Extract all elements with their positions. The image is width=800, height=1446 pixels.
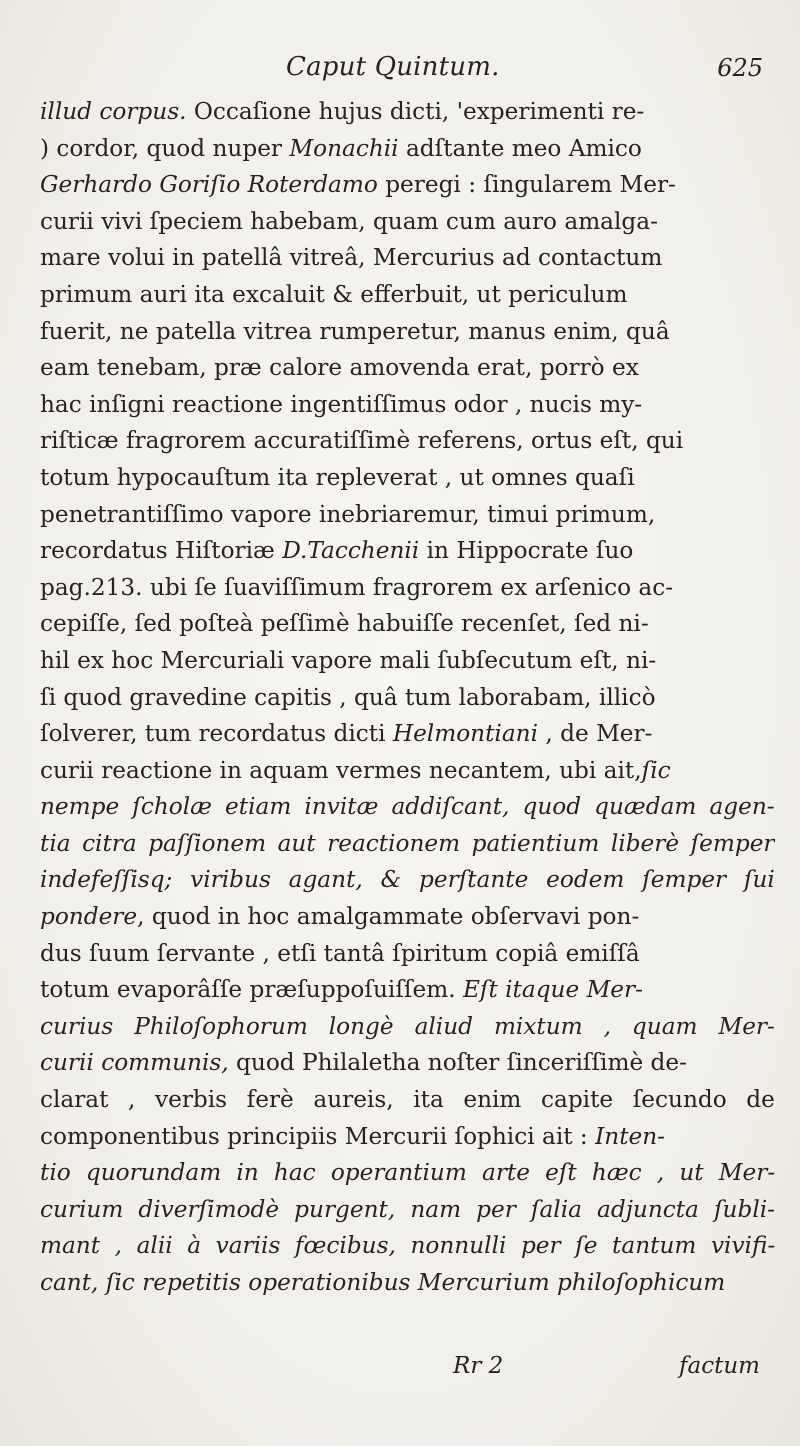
text-segment: cepiſſe, ſed poſteà peſſimè habuiſſe recenſet, ſed ni- [40, 610, 649, 638]
text-line [40, 606, 775, 643]
text-line [40, 94, 775, 131]
italic-text-segment: nempe ſcholæ etiam invitæ addiſcant, quod quædam agen- [40, 793, 775, 821]
body-text [40, 94, 775, 1302]
text-line [40, 570, 775, 607]
text-line [40, 1082, 775, 1119]
italic-text-segment: curius Philoſophorum longè aliud mixtum , quam Mer- [40, 1012, 775, 1040]
text-line [40, 240, 775, 277]
text-segment: , quod in hoc amalgammate obſervavi pon- [137, 903, 640, 931]
italic-text-segment: illud corpus. [40, 98, 187, 125]
italic-text-segment: Gerhardo Goriſio Roterdamo [40, 171, 378, 199]
text-segment: curii reactione in aquam vermes necantem, ubi ait, [40, 756, 642, 784]
text-segment: adſtante meo Amico [398, 134, 642, 162]
text-line [40, 753, 775, 790]
italic-text-segment: mant , alii à variis fœcibus, nonnulli per ſe tantum vivifi- [40, 1232, 775, 1260]
page-number: 625 [717, 54, 763, 82]
text-line [40, 643, 775, 680]
italic-text-segment: cant, ſic repetitis operationibus Mercurium philoſophicum [40, 1269, 726, 1296]
text-line [40, 204, 775, 241]
text-line [40, 862, 775, 899]
text-segment: pag.213. ubi ſe ſuaviſſimum fragrorem ex arſenico ac- [40, 573, 674, 601]
italic-text-segment: tia citra paſſionem aut reactionem patientium liberè ſemper [40, 829, 775, 857]
italic-text-segment: Monachii [289, 134, 399, 162]
text-line [40, 1119, 775, 1156]
text-line [40, 1228, 775, 1265]
text-line [40, 423, 775, 460]
text-segment: clarat , verbis ferè aureis, ita enim capite ſecundo de [40, 1086, 775, 1114]
catchword: factum [679, 1353, 760, 1379]
text-line [40, 460, 775, 497]
text-line [40, 497, 775, 534]
text-segment: hac inſigni reactione ingentiſſimus odor , nucis my- [40, 390, 643, 418]
text-line [40, 1192, 775, 1229]
text-line [40, 350, 775, 387]
text-segment: primum auri ita excaluit & efferbuit, ut periculum [40, 280, 628, 308]
text-line [40, 936, 775, 973]
text-line [40, 680, 775, 717]
text-line [40, 1045, 775, 1082]
italic-text-segment: ſic [641, 756, 671, 784]
page-header [0, 44, 800, 84]
text-segment: mare volui in patellâ vitreâ, Mercurius ad contactum [40, 244, 663, 272]
italic-text-segment: curium diverſimodè purgent, nam per ſalia adjuncta ſubli- [40, 1195, 775, 1223]
italic-text-segment: indefeſſisq; viribus agant, & perſtante eodem ſemper ſui [40, 866, 775, 894]
text-segment: componentibus principiis Mercurii ſophici ait : [40, 1122, 596, 1150]
text-segment: ſolverer, tum recordatus dicti [40, 720, 393, 748]
text-segment: in Hippocrate ſuo [419, 537, 634, 565]
text-segment: dus ſuum ſervante , etſi tantâ ſpiritum copiâ emiſſâ [40, 939, 640, 967]
italic-text-segment: Helmontiani [392, 720, 539, 748]
text-segment: ſi quod gravedine capitis , quâ tum laborabam, illicò [40, 683, 656, 711]
text-segment: totum hypocauſtum ita repleverat , ut omnes quaſi [40, 463, 635, 491]
italic-text-segment: Eſt itaque Mer- [462, 976, 643, 1004]
text-line [40, 387, 775, 424]
italic-text-segment: curii communis, [40, 1049, 229, 1077]
text-line [40, 899, 775, 936]
text-line [40, 167, 775, 204]
text-line [40, 826, 775, 863]
text-segment: riſticæ fragrorem accuratiſſimè referens, ortus eſt, qui [40, 427, 684, 455]
text-line [40, 789, 775, 826]
text-line [40, 1155, 775, 1192]
text-line [40, 716, 775, 753]
text-segment: penetrantiſſimo vapore inebriaremur, timui primum, [40, 500, 656, 528]
signature-mark: Rr 2 [453, 1353, 504, 1379]
text-line [40, 533, 775, 570]
text-segment: eam tenebam, præ calore amovenda erat, porrò ex [40, 354, 639, 382]
italic-text-segment: tio quorundam in hac operantium arte eſt hæc , ut Mer- [40, 1159, 775, 1187]
text-line [40, 1265, 775, 1302]
text-segment: totum evaporâſſe præſuppoſuiſſem. [40, 976, 463, 1004]
text-segment: curii vivi ſpeciem habebam, quam cum auro amalga- [40, 207, 658, 235]
text-line [40, 277, 775, 314]
text-segment: ) cordor, quod nuper [40, 134, 290, 162]
text-line [40, 1009, 775, 1046]
footer-line [0, 1353, 800, 1393]
text-segment: quod Philaletha noſter ſinceriſſimè de- [228, 1049, 687, 1077]
text-segment: fuerit, ne patella vitrea rumperetur, manus enim, quâ [40, 317, 670, 345]
text-line [40, 314, 775, 351]
text-segment: Occaſione hujus dicti, 'experimenti re- [186, 98, 645, 125]
text-line [40, 131, 775, 168]
text-segment: peregi : ſingularem Mer- [377, 171, 676, 199]
italic-text-segment: pondere [40, 903, 138, 931]
text-segment: hil ex hoc Mercuriali vapore mali ſubſecutum eſt, ni- [40, 646, 657, 674]
text-segment: , de Mer- [538, 720, 653, 748]
running-head: Caput Quintum. [286, 52, 500, 82]
text-segment: recordatus Hiſtoriæ [40, 537, 283, 565]
italic-text-segment: D.Tacchenii [282, 537, 420, 565]
italic-text-segment: Inten- [595, 1122, 666, 1150]
text-line [40, 972, 775, 1009]
